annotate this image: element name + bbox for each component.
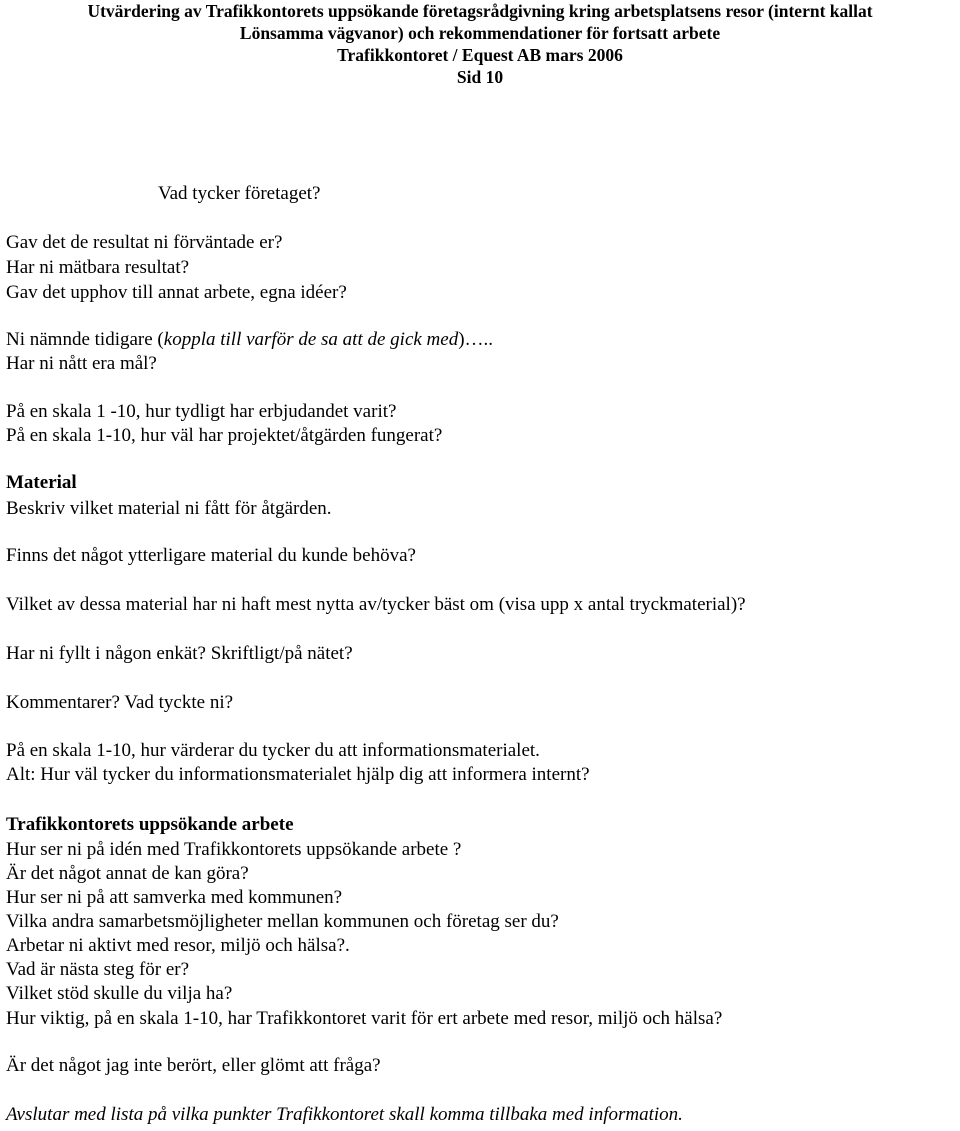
- outreach-cooperate: Hur ser ni på att samverka med kommunen?: [6, 887, 343, 908]
- material-describe: Beskriv vilket material ni fått för åtgärden.: [6, 498, 332, 519]
- page-number: Sid 10: [456, 67, 504, 87]
- question-mentioned: [6, 328, 493, 352]
- header-organization: Trafikkontoret / Equest AB mars 2006: [337, 45, 623, 65]
- outreach-support: Vilket stöd skulle du vilja ha?: [6, 983, 233, 1004]
- question-results: Gav det de resultat ni förväntade er?: [6, 232, 283, 253]
- header-title-line-1: Utvärdering av Trafikkontorets uppsökande företagsrådgivning kring arbetsplatsens resor (internt kallat: [87, 1, 873, 21]
- material-heading: Material: [6, 472, 77, 493]
- company-heading: Vad tycker företaget?: [158, 183, 321, 204]
- outreach-next-step: Vad är nästa steg för er?: [6, 959, 190, 980]
- question-forgotten: Är det något jag inte berört, eller glömt att fråga?: [6, 1055, 381, 1076]
- question-scale-project: På en skala 1-10, hur väl har projektet/åtgärden fungerat?: [6, 425, 443, 446]
- material-alt: Alt: Hur väl tycker du informationsmaterialet hjälp dig att informera internt?: [6, 764, 590, 785]
- question-mentioned-note: koppla till varför de sa att de gick med: [163, 329, 459, 350]
- outreach-active: Arbetar ni aktivt med resor, miljö och hälsa?.: [6, 935, 350, 956]
- material-most-useful: Vilket av dessa material har ni haft mest nytta av/tycker bäst om (visa upp x antal tryckmaterial)?: [6, 594, 746, 615]
- question-mentioned-suffix: )…..: [458, 329, 494, 350]
- question-led-to: Gav det upphov till annat arbete, egna idéer?: [6, 282, 347, 303]
- outreach-opportunities: Vilka andra samarbetsmöjligheter mellan kommunen och företag ser du?: [6, 911, 559, 932]
- question-measurable: Har ni mätbara resultat?: [6, 257, 190, 278]
- outreach-idea: Hur ser ni på idén med Trafikkontorets uppsökande arbete ?: [6, 839, 462, 860]
- material-scale-info: På en skala 1-10, hur värderar du tycker du att informationsmaterialet.: [6, 740, 540, 761]
- material-comments: Kommentarer? Vad tyckte ni?: [6, 692, 234, 713]
- outreach-importance: Hur viktig, på en skala 1-10, har Trafikkontoret varit för ert arbete med resor, miljö och hälsa?: [6, 1008, 723, 1029]
- material-survey: Har ni fyllt i någon enkät? Skriftligt/på nätet?: [6, 643, 353, 664]
- question-scale-offer: På en skala 1 -10, hur tydligt har erbjudandet varit?: [6, 401, 397, 422]
- closing-note: Avslutar med lista på vilka punkter Trafikkontoret skall komma tillbaka med information.: [6, 1104, 683, 1125]
- outreach-heading: Trafikkontorets uppsökande arbete: [6, 814, 294, 835]
- page-header: [0, 0, 960, 88]
- question-mentioned-prefix: Ni nämnde tidigare (: [6, 329, 164, 350]
- question-goals: Har ni nått era mål?: [6, 353, 157, 374]
- header-title-line-2: Lönsamma vägvanor) och rekommendationer för fortsatt arbete: [239, 23, 721, 43]
- outreach-other: Är det något annat de kan göra?: [6, 863, 249, 884]
- material-additional: Finns det något ytterligare material du kunde behöva?: [6, 545, 416, 566]
